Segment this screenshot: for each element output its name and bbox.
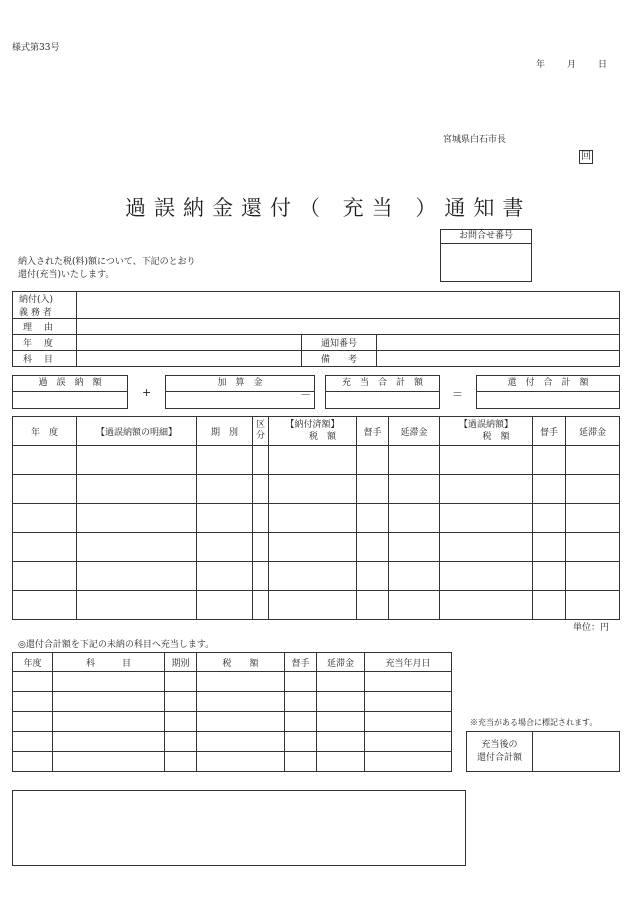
fiscal-year-label: 年 度 [13, 335, 77, 351]
col-reminder-fee-2: 督手 [533, 417, 566, 446]
col-late-fee-2: 延滞金 [566, 417, 620, 446]
table-row [13, 446, 620, 475]
appropriation-total-box [325, 375, 440, 409]
intro-line-1: 納入された税(料)額について、下記のとおり [18, 257, 196, 267]
app-col-item: 科 目 [53, 653, 165, 672]
appropriation-note: ◎還付合計額を下記の未納の科目へ充当します。 [18, 640, 215, 650]
notice-number-value [377, 335, 620, 351]
table-row [13, 562, 620, 591]
overpaid-amount-box [12, 375, 128, 409]
col-reminder-fee: 督手 [357, 417, 389, 446]
date-year-label: 年 [536, 60, 546, 70]
col-period: 期 別 [197, 417, 253, 446]
col-category: 区 分 [253, 417, 269, 446]
intro-text [18, 256, 196, 282]
col-paid-tax: 【納付済額】 税 額 [269, 417, 357, 446]
table-row [13, 672, 452, 692]
fiscal-year-value [77, 335, 302, 351]
form-number: 様式第33号 [12, 43, 60, 53]
payer-label-2: 義 務 者 [13, 305, 77, 319]
additional-amount-box [165, 375, 315, 409]
reason-value [77, 319, 620, 335]
reason-label: 理 由 [13, 319, 77, 335]
table-row [13, 732, 452, 752]
equals-sign: ＝ [452, 388, 463, 401]
table-row [13, 752, 452, 772]
table-row [13, 692, 452, 712]
refund-total-box [476, 375, 620, 409]
col-overpaid-tax: 【過誤納額】 税 額 [440, 417, 533, 446]
after-total-value [533, 732, 620, 772]
unit-label: 単位：円 [573, 623, 610, 633]
item-value [77, 351, 302, 367]
app-col-late-fee: 延滞金 [317, 653, 365, 672]
col-breakdown: 【過誤納額の明細】 [77, 417, 197, 446]
taxpayer-info-table [12, 291, 620, 367]
plus-sign: + [142, 386, 152, 399]
overpayment-detail-table [12, 416, 620, 620]
payer-value [77, 292, 620, 319]
table-row [13, 504, 620, 533]
table-row [13, 533, 620, 562]
table-row [13, 475, 620, 504]
minus-sign: － [300, 388, 311, 401]
date-month-label: 月 [567, 60, 577, 70]
remarks-box [12, 790, 466, 866]
table-row [13, 591, 620, 620]
refund-total-label: 還 付 合 計 額 [477, 376, 619, 392]
additional-amount-label: 加 算 金 [166, 376, 314, 392]
date-day-label: 日 [598, 60, 608, 70]
app-col-year: 年度 [13, 653, 53, 672]
intro-line-2: 還付(充当)いたします。 [18, 270, 115, 280]
col-late-fee: 延滞金 [389, 417, 440, 446]
item-label: 科 目 [13, 351, 77, 367]
app-col-reminder-fee: 督手 [285, 653, 317, 672]
inquiry-number-box [440, 229, 532, 282]
issuer-name: 宮城県白石市長 [443, 135, 507, 145]
after-total-table [466, 731, 620, 772]
page-title: 過誤納金還付（ 充当 ）通知書 [125, 196, 532, 220]
col-year: 年 度 [13, 417, 77, 446]
official-seal-icon: 回 [581, 151, 591, 162]
appropriation-table [12, 652, 452, 772]
remarks-label: 備 考 [302, 351, 377, 367]
app-col-date: 充当年月日 [365, 653, 452, 672]
overpaid-amount-label: 過 誤 納 額 [13, 376, 127, 392]
table-row [13, 712, 452, 732]
appropriation-total-label: 充 当 合 計 額 [326, 376, 439, 392]
payer-label-1: 納付(入) [13, 292, 77, 306]
app-col-period: 期別 [165, 653, 197, 672]
notice-number-label: 通知番号 [302, 335, 377, 351]
after-total-label: 充当後の 還付合計額 [467, 732, 533, 772]
remarks-value [377, 351, 620, 367]
inquiry-number-label: お問合せ番号 [441, 230, 531, 244]
after-note: ※充当がある場合に標記されます。 [470, 718, 598, 727]
app-col-tax: 税 額 [197, 653, 285, 672]
